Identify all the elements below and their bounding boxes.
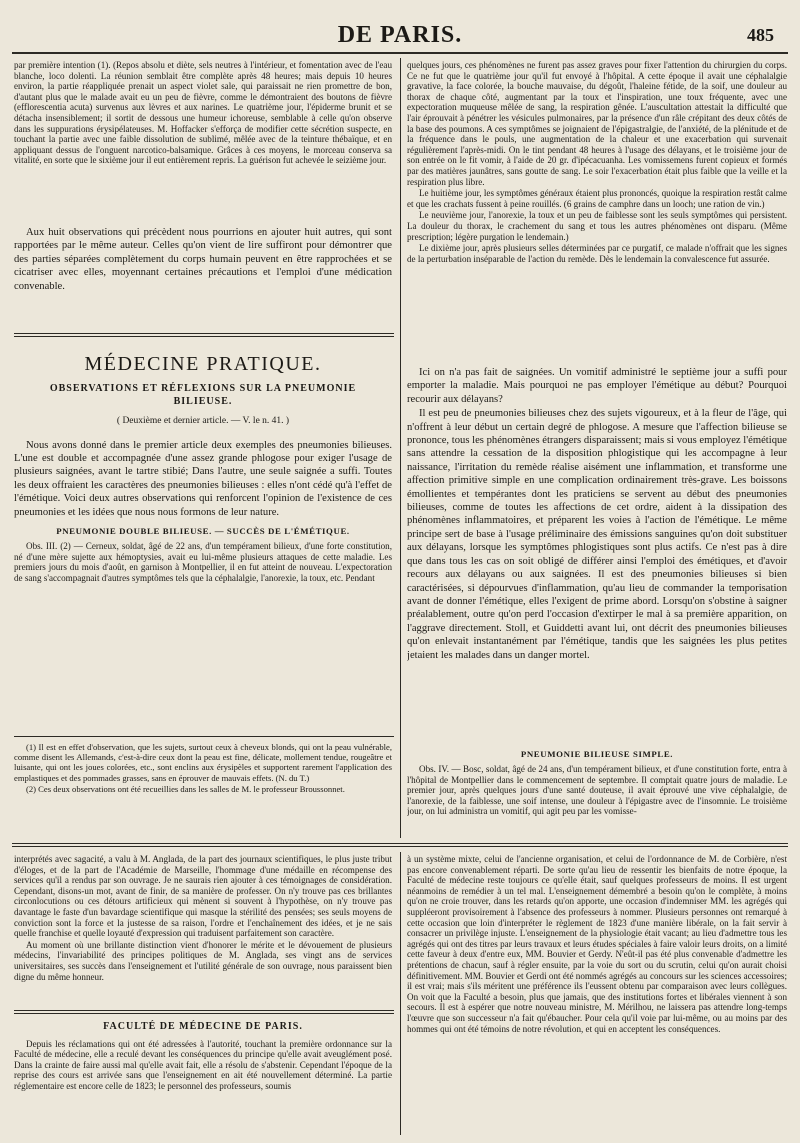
- case-title: PNEUMONIE BILIEUSE SIMPLE.: [520, 749, 674, 759]
- paragraph: par première intention (1). (Repos absolu et diète, sels neutres à l'intérieur, et fomentation avec de l'eau blanche, loco dolenti. La réunion semblait être complète après 48 heures; mais depuis 10 heures environ, la partie réappliquée prenait un aspect violet sale, qui paraissait ne rien promettre de bon, d'autant plus que le malade avait eu un peu de fièvre, comme le démontraient des boutons de fièvre (efflorescentia acuta) survenus aux lèvres et aux narines. Le quatrième jour, l'épiderme brunit et se détacha insensiblement; il sortit de dessous une humeur ichoreuse, semblable à celle qu'on observe dans les suppurations érysipélateuses. M. Hoffacker s'efforça de modifier cette sécrétion suspecte, en touchant la partie avec une faible dissolution de sublimé, mêlée avec de la teinture thébaïque, et en appliquant dessus de l'onguent narcotico-balsamique. Grâces à ces moyens, le morceau conserva sa vitalité, en sorte que le sixième jour il eut entièrement repris. La guérison fut achevée le seizième jour.: [14, 60, 392, 166]
- section-title: MÉDECINE PRATIQUE.: [84, 353, 322, 375]
- paragraph: Le neuvième jour, l'anorexie, la toux et un peu de faiblesse sont les seuls symptômes qui persistent. La douleur du thorax, le crachement du sang et tous les autres phénomènes ont disparu. (Même prescription; légère purgation le lendemain.): [407, 210, 787, 242]
- bottom-left-column: [14, 854, 392, 1004]
- paragraph: quelques jours, ces phénomènes ne furent pas assez graves pour fixer l'attention du chirurgien du corps. Ce ne fut que le quatrième jour qu'il fut envoyé à l'hôpital. A cette époque il avait une céphalalgie gravative, la face colorée, la bouche mauvaise, du dégoût, l'haleine fétide, de la soif, une douleur au thorax de chaque côté, augmentant par la toux et l'inspiration, une toux fréquente, avec une expectoration muqueuse mêlée de sang, la respiration gênée. L'auscultation attestait la difficulté que l'air éprouvait à pénétrer les vésicules pulmonaires, par la présence d'un râle crépitant des deux côtés de la base des poumons. A ces symptômes se joignaient de l'épigastralgie, de l'anxiété, de la plénitude et de la fréquence dans le pouls, une augmentation de la chaleur et une exacerbation qui survenait régulièrement l'après-midi. On le tint pendant 48 heures à l'usage des délayans, et le troisième jour de son entrée on le fit vomir, à l'aide de 20 gr. d'ipécacuanha. Les vomissemens furent copieux et formés par des matières jaunâtres, sans goutte de sang. Le soir l'exacerbation était plus faible que la veille et la respiration plus libre.: [407, 60, 787, 187]
- article-subtitle: OBSERVATIONS ET RÉFLEXIONS SUR LA PNEUMONIE: [49, 383, 357, 394]
- paragraph: Aux huit observations qui précèdent nous pourrions en ajouter huit autres, qui sont rapportées par le même auteur. Celles qu'on vient de lire suffiront pour démontrer que des parties séparées complètement du corps humain peuvent en être rapprochées et se cicatriser avec elles, moyennant certaines précautions et l'emploi d'une médication convenable.: [14, 227, 392, 292]
- paragraph: Il est peu de pneumonies bilieuses chez des sujets vigoureux, et à la fleur de l'âge, qui n'offrent à leur début un certain degré de phlogose. A mesure que l'affection bilieuse se prononce, tous les phénomènes étrangers disparaissent; mais si vous employez l'émétique sans attendre la cessation de la disposition phlogistique qui les accompagne à leur naissance, l'irritation du remède réalise aisément une inflammation, et transforme une affection primitive simple en une complication ordinairement très-grave. Les boissons émollientes et tempérantes dont les praticiens se servent au début des pneumonies bilieuses, comme de toutes les affections de cet ordre, aident à la dissipation des phénomènes inflammatoires, et préparent les voies à l'action de l'émétique. Le même principe sert de base à l'usage préliminaire des émissions sanguines qu'on doit substituer aux délayans, lorsque les symptômes phlogistiques sont plus actifs. Ce n'est pas à dire que dans tous les cas on soit obligé de différer ainsi l'emploi des émétiques, et d'avoir recours aux délayans ou aux saignées. Il est des pneumonies bilieuses si bien caractérisées, si dépourvues d'inflammation, qu'au lieu de commander la temporisation avant de donner l'émétique, elles l'exigent de prime abord. Lorsqu'on s'obstine à saigner préalablement, outre qu'on perd l'occasion d'extirper le mal à sa première apparition, on l'aggrave directement. Stoll, et Guiddetti avant lui, ont décrit des pneumonies bilieuses qu'on enlevait instantanément par l'émétique, tandis que les saignées les plus petites jetaient les malades dans un danger mortel.: [407, 408, 787, 661]
- footnote-rule: [14, 736, 394, 737]
- discussion-block: [407, 366, 787, 738]
- column-divider-bottom: [400, 852, 401, 1135]
- page-header: [0, 22, 800, 48]
- case-title: PNEUMONIE DOUBLE BILIEUSE. — SUCCÈS DE L'ÉMÉTIQUE.: [56, 526, 350, 537]
- medecine-pratique-section: [14, 342, 392, 734]
- intro-paragraph: Nous avons donné dans le premier article deux exemples des pneumonies bilieuses. L'une est double et accompagnée d'une assez grande phlogose pour exiger l'usage de plusieurs saignées, avant le tartre stibié; Dans l'autre, une seule saignée a suffi. Toutes les deux offraient les caractères des pneumonies bilieuses : elles n'ont cédé qu'à l'effet de l'émétique. Voici deux autres observations qui renforcent l'opinion de l'existence de ces pneumonies et les idées que nous nous formons de leur nature.: [14, 439, 392, 518]
- paragraph: Au moment où une brillante distinction vient d'honorer le mérite et le dévouement de plusieurs médecins, l'invariabilité des principes politiques de M. Anglada, ses vingt ans de services universitaires, ses succès dans l'enseignement et l'utilité générale de son ouvrage, nous paraissent bien digne du même honneur.: [14, 939, 392, 982]
- footnote-2: (2) Ces deux observations ont été recueillies dans les salles de M. le professeur Broussonnet.: [26, 783, 345, 794]
- paragraph: Le dixième jour, après plusieurs selles déterminées par ce purgatif, ce malade n'offrait que les signes de la perturbation inséparable de l'action du remède. Dès le lendemain la convalescence fut assurée.: [407, 243, 787, 264]
- footnotes: [14, 742, 392, 840]
- paragraph: Ici on n'a pas fait de saignées. Un vomitif administré le septième jour a suffi pour emporter la maladie. Mais pourquoi ne pas employer l'émétique au début? Pourquoi recourir aux délayans?: [407, 367, 787, 405]
- right-column-case: [407, 60, 787, 350]
- observation-4: Obs. IV. — Bosc, soldat, âgé de 24 ans, d'un tempérament bilieux, et d'une constitution forte, entra à l'hôpital de Montpellier dans le commencement de septembre. Il comptait quatre jours de maladie. Le premier jour, après quelques jours d'une santé douteuse, il avait éprouvé une vive céphalalgie, de l'anorexie, de la faiblesse, une soif intense, une douleur à l'épigastre avec de l'insomnie. Le troisième jour, on lui administra un vomitif, qui agit peu par les vomisse-: [407, 764, 787, 817]
- footnote-1: (1) Il est en effet d'observation, que les sujets, surtout ceux à cheveux blonds, qui ont la peau vulnérable, comme disent les Allemands, c'est-à-dire ceux dont la peau est fine, délicate, mollement tendue, rougeâtre et luisante, qui ont les joues colorées, etc., sont enclins aux érysipèles et supportent rarement l'application des emplastiques et des pommades grasses, sans en éprouver de mauvais effets. (N. du T.): [14, 742, 392, 783]
- article-note: ( Deuxième et dernier article. — V. le n. 41. ): [116, 416, 290, 426]
- paragraph: Le huitième jour, les symptômes généraux étaient plus prononcés, quoique la respiration restât calme et que les crachats fussent à peine rouillés. (6 grains de camphre dans un looch; une ration de vin.): [407, 188, 787, 209]
- paragraph: interprétés avec sagacité, a valu à M. Anglada, de la part des journaux scientifiques, le plus juste tribut d'éloges, et de la part de l'Académie de Marseille, l'hommage d'une médaille en récompense des services qu'il a rendus par son ouvrage. Je ne saurais rien ajouter à ces témoignages de considération. Cependant, disons-un mot, avant de finir, de sa manière de professer. On n'y trouve pas ces brillantes circonlocutions ou ces détours artificieux qui mènent si souvent à l'hypothèse, on n'y trouve pas davantage le faste d'un bavardage scientifique qui masque la stérilité des pensées; ses seuls moyens de conviction sont la force et la justesse de sa raison, l'ordre et l'enchaînement des idées, et je ne sais quelle franchise et quelle loyauté d'expression qui traduisent parfaitement son caractère.: [14, 854, 392, 939]
- section-rule: [14, 1010, 394, 1014]
- header-rule: [12, 52, 788, 54]
- section-title: FACULTÉ DE MÉDECINE DE PARIS.: [103, 1021, 303, 1032]
- page-title: DE PARIS.: [337, 22, 463, 48]
- page-number: 485: [747, 25, 774, 45]
- observation-3: Obs. III. (2) — Cerneux, soldat, âgé de 22 ans, d'un tempérament bilieux, d'une forte constitution, né d'une mère sujette aux hémoptysies, avait eu lui-même plusieurs attaques de cette maladie. Les premiers jours du mois d'août, en garnison à Montpellier, il en fut atteint de nouveau. L'expectoration de sang s'accompagnait d'autres symptômes tels que la céphalalgie, l'anorexie, la toux, etc. Pendant: [14, 541, 392, 583]
- conclusion-block: [14, 226, 392, 326]
- left-column-top: [14, 60, 392, 252]
- article-subtitle-2: BILIEUSE.: [173, 396, 233, 407]
- column-divider-top: [400, 58, 401, 838]
- observation-4-block: [407, 742, 787, 842]
- page-divider: [12, 843, 788, 847]
- section-rule: [14, 333, 394, 337]
- paragraph: à un système mixte, celui de l'ancienne organisation, et celui de l'ordonnance de M. de Corbière, n'est pas encore convenablement réparti. De sorte qu'au lieu de ressentir les bienfaits de notre époque, la Faculté de médecine reste toujours ce qu'elle était, sauf quelques professeurs de moins. Il est urgent néanmoins de remédier à un tel mal. L'enseignement démembré a besoin qu'on le complète, à moins qu'on ne croie trouver, dans les retards qu'on apporte, une occasion d'indemniser MM. les agrégés qui suppléeront provisoirement à l'absence des professeurs à nommer. Plusieurs personnes ont remarqué à cette occasion que loin d'interpréter le règlement de 1823 d'une manière libérale, on la fait servir à consacrer un privilège injuste. L'enseignement de la physiologie était vacant; au lieu d'admettre tous les agrégés qui ont des titres par leurs travaux et leurs études spéciales à faire valoir leurs droits, on a limité cette faveur à deux d'entre eux, MM. Bouvier et Gerdy. N'eût-il pas été plus convenable d'admettre les prétentions de chacun, sauf à régler ensuite, par la voie du sort ou du scrutin, celui qu'on aurait choisi définitivement. MM. Bouvier et Gerdi ont été nommés agrégés au concours sur les sciences accessoires; il est vrai; mais s'ils méritent une préférence ils l'eussent obtenu par comparaison avec leurs collègues. On voit que la Faculté a besoin, plus que jamais, que des institutions fortes et libérales viennent à son secours. Il est à espérer que notre nouveau ministre, M. Mérilhou, ne laissera pas attendre long-temps l'œuvre que son successeur n'a fait qu'ébaucher. Pour cela qu'il voie par lui-même, ou au moins par des hommes qui ont été témoins de notre révolution, et qui en acceptent les conséquences.: [407, 854, 787, 1034]
- paragraph: Depuis les réclamations qui ont été adressées à l'autorité, touchant la première ordonnance sur la Faculté de médecine, elle a reculé devant les conséquences du principe qu'elle avait aveuglément posé. Dans la crainte de faire aussi mal qu'elle avait fait, elle a résolu de s'abstenir. Cependant l'époque de la reprise des cours est arrivée sans que l'enseignement en ait été nouvellement déterminé. La partie réglementaire est encore celle de 1823; le personnel des professeurs, soumis: [14, 1038, 392, 1091]
- bottom-right-column: [407, 854, 787, 1138]
- faculty-section: [14, 1018, 392, 1140]
